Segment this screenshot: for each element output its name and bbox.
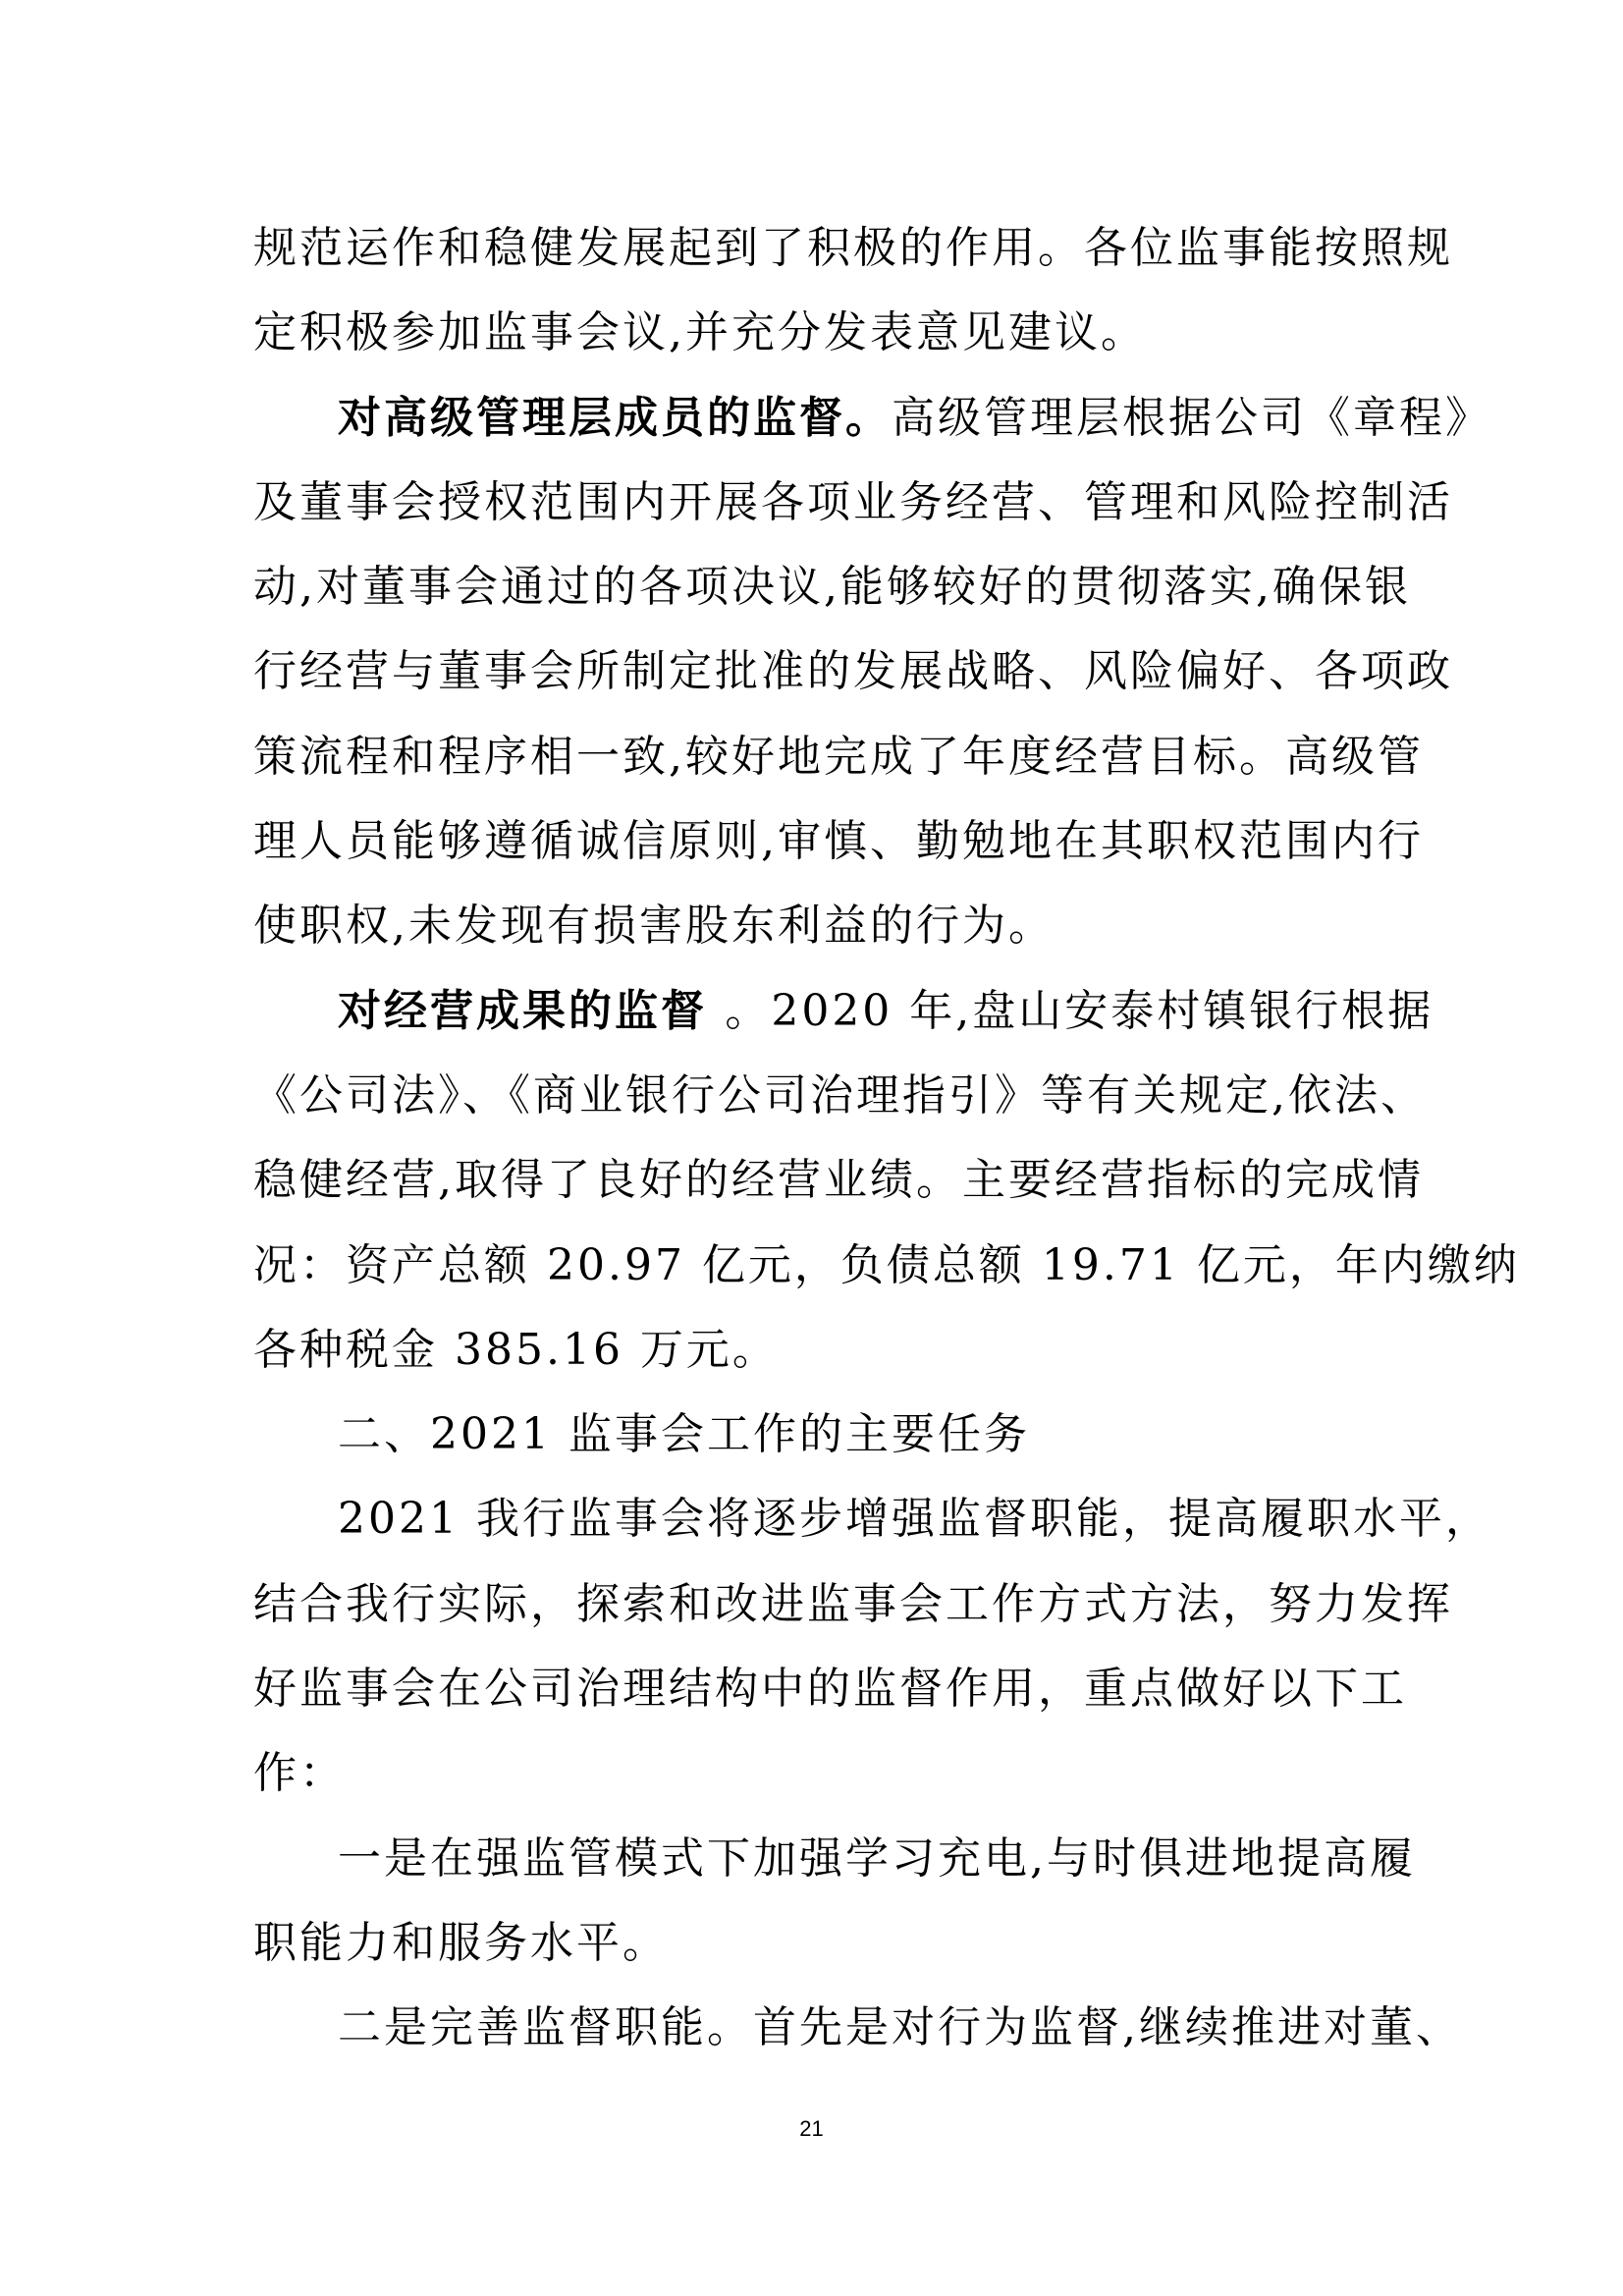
paragraph-first-line <box>253 969 1434 1054</box>
paragraph-first-line: 一是在强监管模式下加强学习充电,与时俱进地提高履 <box>338 1832 1416 1884</box>
section-heading: 二、2021 监事会工作的主要任务 <box>338 1409 1030 1460</box>
text-line: 使职权,未发现有损害股东利益的行为。 <box>253 901 1055 952</box>
text-line: 《公司法》、《商业银行公司治理指引》等有关规定,依法、 <box>253 1069 1427 1121</box>
text-line: 职能力和服务水平。 <box>253 1917 669 1968</box>
text-line: 稳健经营,取得了良好的经营业绩。主要经营指标的完成情 <box>253 1155 1424 1206</box>
paragraph-first-line: 2021 我行监事会将逐步增强监督职能，提高履职水平， <box>338 1494 1491 1545</box>
paragraph-heading: 对经营成果的监督 <box>338 985 726 1036</box>
text-line: 理人员能够遵循诚信原则,审慎、勤勉地在其职权范围内行 <box>253 816 1424 867</box>
paragraph-first-line: 二是完善监督职能。首先是对行为监督,继续推进对董、 <box>338 2002 1462 2053</box>
text-line: 策流程和程序相一致,较好地完成了年度经营目标。高级管 <box>253 731 1424 782</box>
text-line: 结合我行实际，探索和改进监事会工作方式方法，努力发挥 <box>253 1578 1453 1629</box>
text-line: 行经营与董事会所制定批准的发展战略、风险偏好、各项政 <box>253 646 1453 697</box>
text-line: 动,对董事会通过的各项决议,能够较好的贯彻落实,确保银 <box>253 562 1411 613</box>
text-line: 规范运作和稳健发展起到了积极的作用。各位监事能按照规 <box>253 223 1453 273</box>
document-body <box>253 206 1520 2071</box>
page-number: 21 <box>799 2116 824 2141</box>
text-line: 及董事会授权范围内开展各项业务经营、管理和风险控制活 <box>253 476 1453 527</box>
text-line: 作： <box>253 1748 346 1799</box>
text-line: 各种税金 385.16 万元。 <box>253 1324 779 1375</box>
paragraph-heading: 对高级管理层成员的监督。 <box>338 392 892 443</box>
text-line: 好监事会在公司治理结构中的监督作用，重点做好以下工 <box>253 1664 1407 1715</box>
text-line: 定积极参加监事会议,并充分发表意见建议。 <box>253 307 1147 358</box>
text-line: 况：资产总额 20.97 亿元，负债总额 19.71 亿元，年内缴纳 <box>253 1239 1520 1290</box>
paragraph-first-line <box>253 376 1491 461</box>
text-run: 。2020 年,盘山安泰村镇银行根据 <box>725 985 1434 1036</box>
text-run: 高级管理层根据公司《章程》 <box>892 392 1491 443</box>
